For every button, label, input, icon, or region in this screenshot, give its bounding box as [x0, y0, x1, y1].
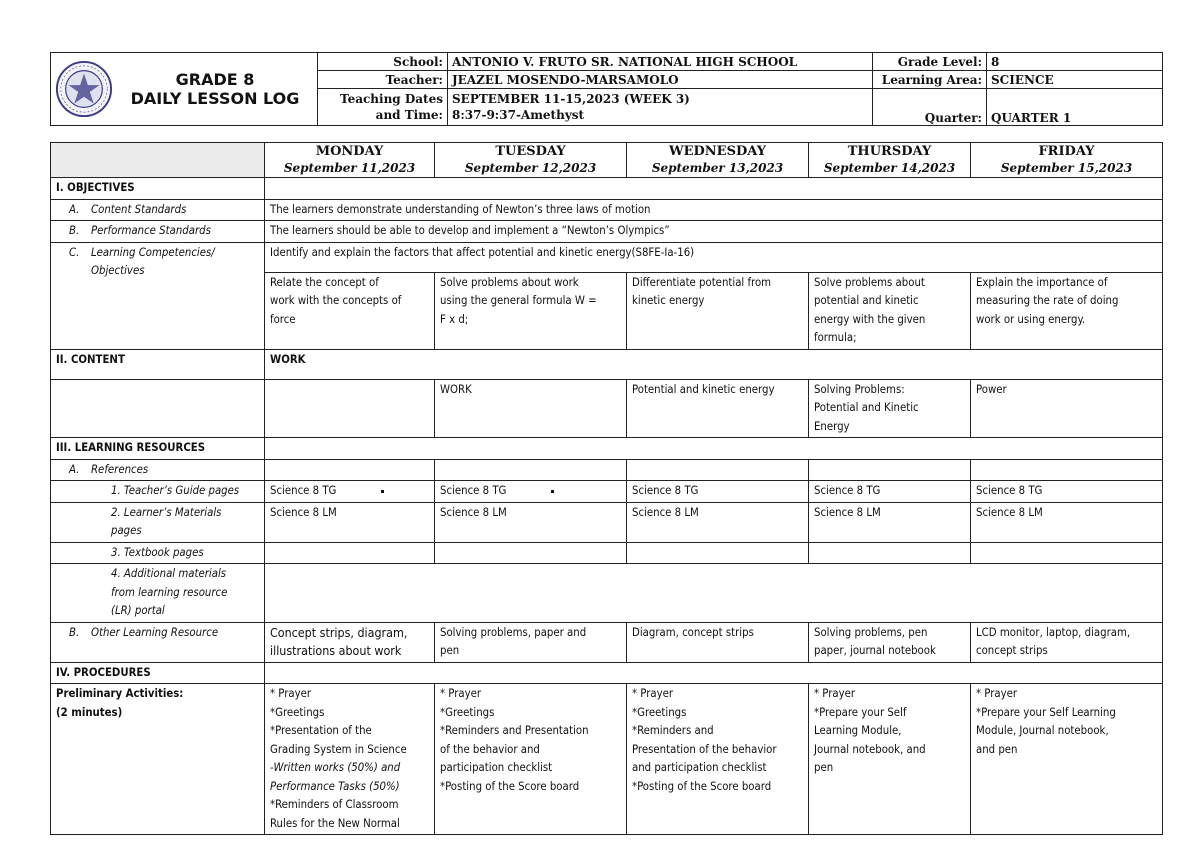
quarter-value: QUARTER 1: [987, 89, 1163, 126]
lm-wednesday: Science 8 LM: [627, 502, 809, 542]
tg-thursday: Science 8 TG: [809, 481, 971, 503]
lm-monday: Science 8 LM: [265, 502, 435, 542]
deped-seal-icon: [55, 60, 113, 118]
header-title-line1: GRADE 8: [175, 70, 255, 89]
content-tuesday: WORK: [435, 379, 627, 438]
grade-value: 8: [987, 53, 1163, 71]
prelim-wednesday: * Prayer *Greetings *Reminders and Presentation of the behavior and participation checklist *Posting of the Score board: [627, 684, 809, 835]
dates-label: Teaching Dates and Time:: [318, 89, 448, 126]
other-friday: LCD monitor, laptop, diagram, concept strips: [971, 622, 1163, 662]
dates-value: SEPTEMBER 11-15,2023 (WEEK 3) 8:37-9:37-Amethyst: [448, 89, 873, 126]
lm-friday: Science 8 LM: [971, 502, 1163, 542]
competencies-label: C. Learning Competencies/ Objectives: [51, 242, 265, 349]
teacher-label: Teacher:: [318, 71, 448, 89]
other-wednesday: Diagram, concept strips: [627, 622, 809, 662]
preliminary-label: Preliminary Activities: (2 minutes): [51, 684, 265, 835]
bullet-dot: [551, 490, 554, 493]
objectives-heading: I. OBJECTIVES: [51, 178, 265, 200]
header-title-line2: DAILY LESSON LOG: [130, 89, 300, 108]
lesson-log-table: [50, 142, 1163, 835]
learners-materials-row: [51, 502, 1163, 542]
other-monday: Concept strips, diagram, illustrations about work: [265, 622, 435, 662]
lm-thursday: Science 8 LM: [809, 502, 971, 542]
quarter-label: Quarter:: [873, 89, 987, 126]
performance-standards-text: The learners should be able to develop and implement a “Newton’s Olympics”: [265, 221, 1163, 243]
lm-tuesday: Science 8 LM: [435, 502, 627, 542]
header-title-cell: [51, 53, 318, 126]
day-header-wednesday: WEDNESDAY September 13,2023: [627, 143, 809, 178]
prelim-thursday: * Prayer *Prepare your Self Learning Module, Journal notebook, and pen: [809, 684, 971, 835]
procedures-heading: IV. PROCEDURES: [51, 662, 265, 684]
bullet-dot: [381, 490, 384, 493]
preliminary-row: [51, 684, 1163, 835]
objective-friday: Explain the importance of measuring the rate of doing work or using energy.: [971, 272, 1163, 349]
content-standards-text: The learners demonstrate understanding of Newton’s three laws of motion: [265, 199, 1163, 221]
textbook-label: 3. Textbook pages: [51, 542, 265, 564]
corner-cell: [51, 143, 265, 178]
content-friday: Power: [971, 379, 1163, 438]
other-resources-row: [51, 622, 1163, 662]
objective-monday: Relate the concept of work with the concepts of force: [265, 272, 435, 349]
objective-wednesday: Differentiate potential from kinetic energy: [627, 272, 809, 349]
content-topic: WORK: [265, 349, 1163, 379]
textbook-row: [51, 542, 1163, 564]
prelim-tuesday: * Prayer *Greetings *Reminders and Presentation of the behavior and participation checklist *Posting of the Score board: [435, 684, 627, 835]
teacher-value: JEAZEL MOSENDO-MARSAMOLO: [448, 71, 873, 89]
resources-heading: III. LEARNING RESOURCES: [51, 438, 265, 460]
day-header-friday: FRIDAY September 15,2023: [971, 143, 1163, 178]
content-wednesday: Potential and kinetic energy: [627, 379, 809, 438]
header-table: [50, 52, 1163, 126]
day-header-monday: MONDAY September 11,2023: [265, 143, 435, 178]
content-daily-row: [51, 379, 1163, 438]
tg-tuesday: Science 8 TG: [435, 481, 627, 503]
day-header-thursday: THURSDAY September 14,2023: [809, 143, 971, 178]
content-monday: [265, 379, 435, 438]
content-thursday: Solving Problems: Potential and Kinetic Energy: [809, 379, 971, 438]
other-resources-label: B. Other Learning Resource: [51, 622, 265, 662]
teachers-guide-label: 1. Teacher’s Guide pages: [51, 481, 265, 503]
performance-standards-label: B. Performance Standards: [51, 221, 265, 243]
grade-label: Grade Level:: [873, 53, 987, 71]
tg-wednesday: Science 8 TG: [627, 481, 809, 503]
other-thursday: Solving problems, pen paper, journal notebook: [809, 622, 971, 662]
content-heading: II. CONTENT: [51, 349, 265, 379]
objective-thursday: Solve problems about potential and kinetic energy with the given formula;: [809, 272, 971, 349]
tg-friday: Science 8 TG: [971, 481, 1163, 503]
area-value: SCIENCE: [987, 71, 1163, 89]
school-value: ANTONIO V. FRUTO SR. NATIONAL HIGH SCHOOL: [448, 53, 873, 71]
school-label: School:: [318, 53, 448, 71]
prelim-friday: * Prayer *Prepare your Self Learning Module, Journal notebook, and pen: [971, 684, 1163, 835]
tg-monday: Science 8 TG: [265, 481, 435, 503]
prelim-monday: * Prayer *Greetings *Presentation of the Grading System in Science -Written works (50%) and Performance Tasks (50%) *Reminders of Classroom Rules for the New Normal: [265, 684, 435, 835]
teachers-guide-row: [51, 481, 1163, 503]
content-standards-label: A. Content Standards: [51, 199, 265, 221]
additional-materials-label: 4. Additional materials from learning resource (LR) portal: [51, 564, 265, 623]
area-label: Learning Area:: [873, 71, 987, 89]
references-label: A. References: [51, 459, 265, 481]
additional-materials-row: [51, 564, 1163, 623]
competencies-text: Identify and explain the factors that affect potential and kinetic energy(S8FE-Ia-16): [265, 242, 1163, 272]
day-header-row: [51, 143, 1163, 178]
learners-materials-label: 2. Learner’s Materials pages: [51, 502, 265, 542]
day-header-tuesday: TUESDAY September 12,2023: [435, 143, 627, 178]
other-tuesday: Solving problems, paper and pen: [435, 622, 627, 662]
objective-tuesday: Solve problems about work using the general formula W = F x d;: [435, 272, 627, 349]
